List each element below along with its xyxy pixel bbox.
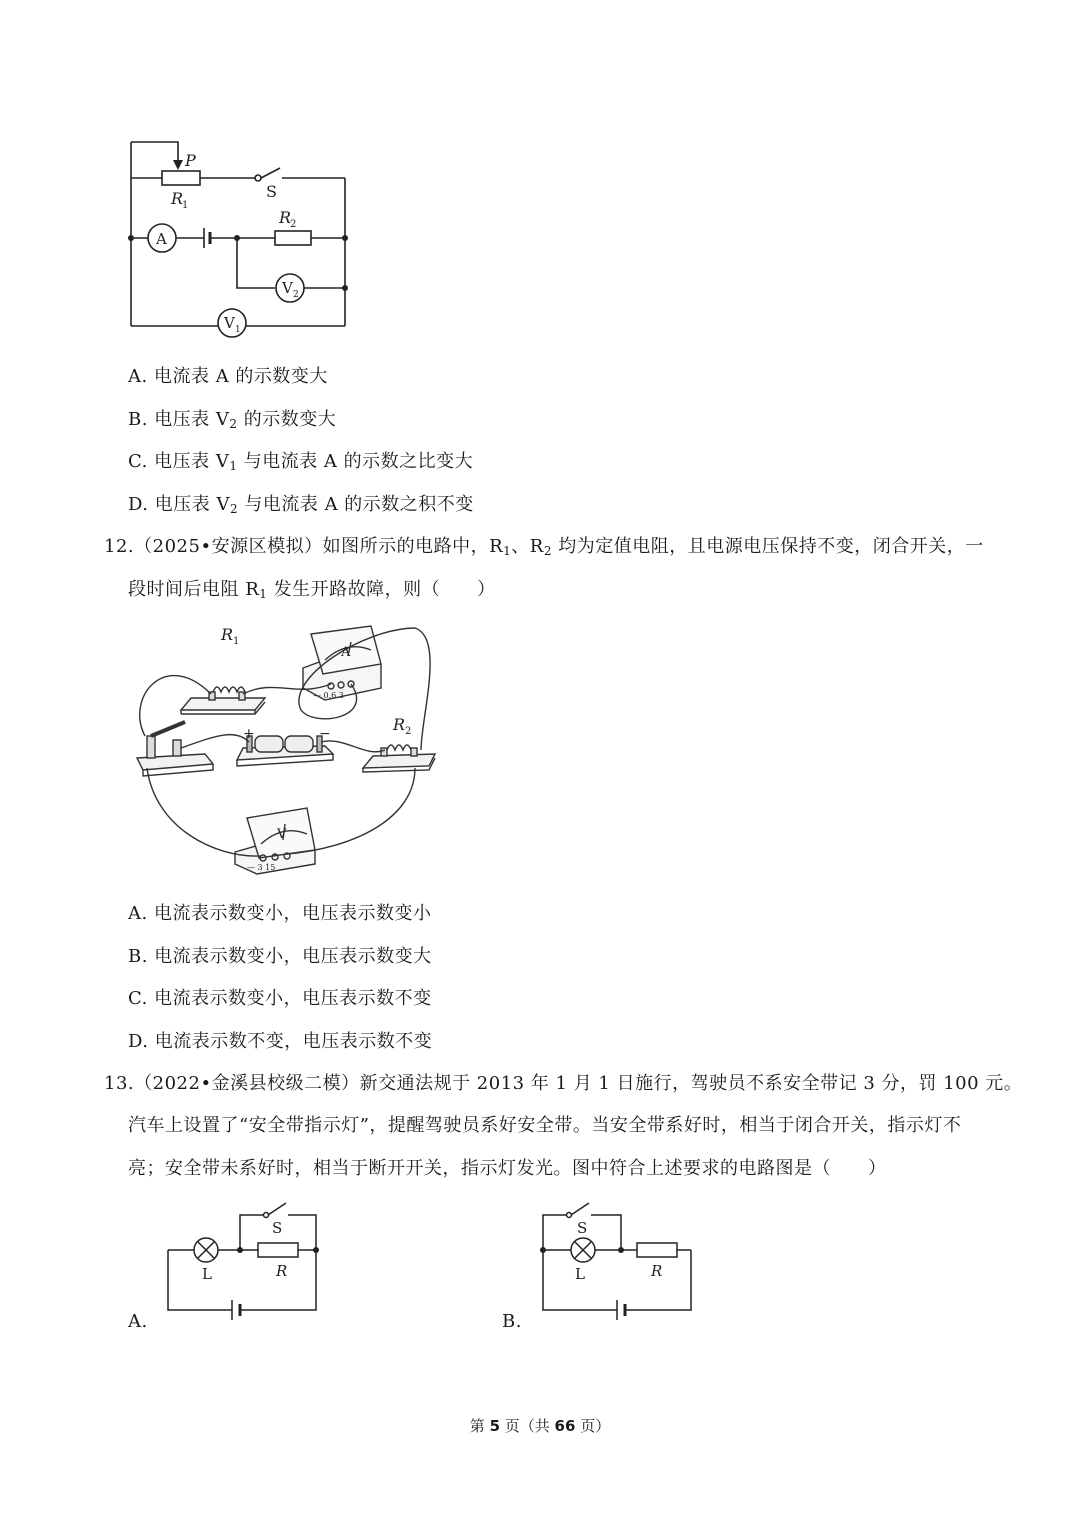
q13-stem-line1: 13.（2022•金溪县校级二模）新交通法规于 2013 年 1 月 1 日施行，驾驶员不系安全带记 3 分，罚 100 元。 (104, 1073, 1023, 1094)
svg-text:2: 2 (290, 219, 297, 230)
q12-stem-line2: 段时间后电阻 $R_1$ 发生开路故障，则（ ） (128, 579, 496, 601)
q13b-label-s: S (577, 1219, 588, 1237)
q11-label-r2: R (279, 208, 292, 227)
q11-label-v2: V (282, 279, 293, 297)
q13a-label-l: L (202, 1265, 212, 1283)
svg-text:−: − (319, 726, 331, 742)
q13b-label-l: L (575, 1265, 585, 1283)
q13-option-a-circuit (160, 1195, 330, 1325)
q11-option-d[interactable]: D. 电压表 $V_2$ 与电流表 A 的示数之积不变 (128, 494, 474, 516)
q13a-label-r: R (276, 1262, 288, 1280)
q11-label-r1: R (171, 189, 184, 208)
svg-text:1: 1 (235, 325, 241, 335)
svg-text:2: 2 (405, 726, 412, 737)
q13-number: 13. (104, 1073, 135, 1094)
q11-option-c[interactable]: C. 电压表 $V_1$ 与电流表 A 的示数之比变大 (128, 451, 474, 473)
page-number: 5 (489, 1417, 500, 1435)
q12-option-b[interactable]: B. 电流表示数变小，电压表示数变大 (128, 946, 432, 967)
q12-label-a: A (341, 645, 351, 660)
q11-option-b[interactable]: B. 电压表 $V_2$ 的示数变大 (128, 409, 337, 431)
svg-text:2: 2 (293, 290, 299, 300)
q11-label-s: S (266, 182, 277, 201)
q11-label-a: A (156, 230, 167, 248)
q12-option-a[interactable]: A. 电流表示数变小，电压表示数变小 (128, 903, 432, 924)
q12-option-c[interactable]: C. 电流表示数变小，电压表示数不变 (128, 988, 432, 1009)
q13-option-a[interactable]: A. (128, 1311, 148, 1332)
q11-label-v1: V (224, 314, 235, 332)
svg-text:— 0.6 3: — 0.6 3 (313, 691, 344, 700)
q13a-label-s: S (272, 1219, 283, 1237)
q12-stem-line1: 12.（2025•安源区模拟）如图所示的电路中，$R_1$、$R_2$ 均为定值电阻，且电源电压保持不变，闭合开关，一 (104, 536, 984, 558)
svg-text:+: + (243, 726, 255, 742)
q13b-label-r: R (651, 1262, 663, 1280)
q13-stem-line3: 亮；安全带未系好时，相当于断开开关，指示灯发光。图中符合上述要求的电路图是（ ） (128, 1158, 887, 1179)
q11-label-p: P (185, 151, 196, 170)
q11-circuit-diagram (120, 130, 360, 340)
q12-label-r2: R (393, 715, 406, 734)
q12-physical-circuit (125, 618, 445, 888)
svg-text:— 3 15: — 3 15 (247, 863, 276, 872)
page-footer: 第 5 页（共 66 页） (469, 1417, 611, 1435)
q13-option-b[interactable]: B. (502, 1311, 522, 1332)
svg-text:1: 1 (233, 636, 240, 647)
q12-label-r1: R (221, 625, 234, 644)
q13-stem-line2: 汽车上设置了“安全带指示灯”，提醒驾驶员系好安全带。当安全带系好时，相当于闭合开关，指示灯不 (128, 1115, 962, 1136)
q12-number: 12. (104, 536, 135, 557)
svg-text:1: 1 (182, 200, 189, 211)
page-total: 66 (554, 1417, 576, 1435)
q12-label-v: V (277, 827, 287, 842)
q12-option-d[interactable]: D. 电流表示数不变，电压表示数不变 (128, 1031, 433, 1052)
q12-source: （2025•安源区模拟） (134, 536, 323, 557)
q11-option-a[interactable]: A. 电流表 A 的示数变大 (128, 366, 328, 387)
q13-option-b-circuit (535, 1195, 705, 1325)
